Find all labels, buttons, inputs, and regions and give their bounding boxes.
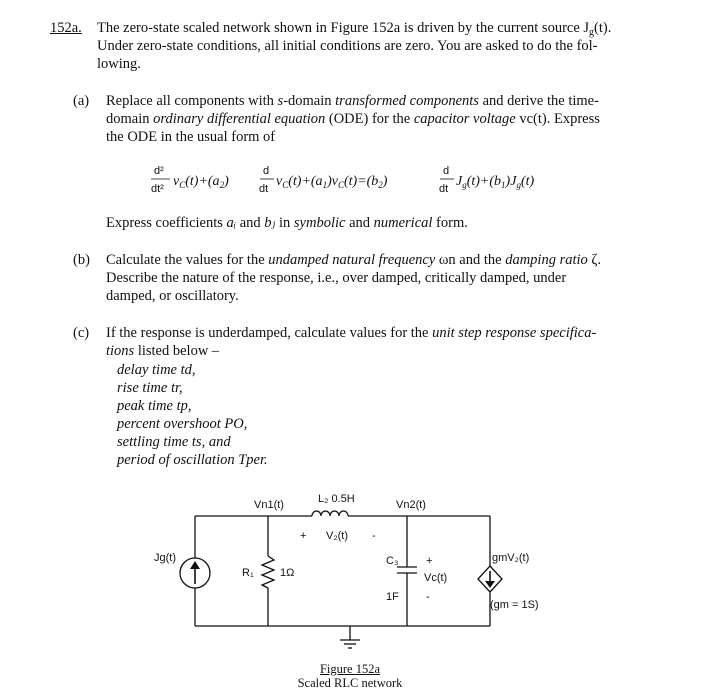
svg-text:d: d [263, 165, 270, 177]
spec-item: settling time ts, and [117, 434, 231, 450]
v2-minus: - [372, 530, 376, 542]
v2-plus: + [300, 530, 307, 542]
problem-intro-line1: The zero-state scaled network shown in Figure 152a is driven by the current source $J_g(t)$. [97, 20, 612, 38]
part-b-label: (b) [73, 252, 90, 268]
spec-item: peak time tp, [117, 398, 192, 414]
resistor-value: 1Ω [280, 567, 295, 579]
circuit-diagram [150, 488, 570, 658]
dependent-source-label: gmV₂(t) [492, 552, 530, 564]
part-b-line2: Describe the nature of the response, i.e., over damped, critically damped, under [106, 270, 567, 286]
svg-text:dt: dt [439, 183, 449, 195]
svg-text:dt²: dt² [151, 183, 164, 195]
current-source-jg [180, 558, 210, 588]
resistor-label: R₁ [242, 567, 254, 579]
svg-text:Jg(t)+(b1)Jg(t): $J_g(t)+(b_1)J_g(t)$ [456, 174, 535, 190]
svg-text:vC(t)+(a1)vC(t)=(b2): $v_C(t)+(a_1)v_C(t)=(b_2)$ [276, 174, 388, 190]
spec-item: delay time td, [117, 362, 196, 378]
svg-text:d: d [443, 165, 450, 177]
vc-minus: - [426, 591, 430, 603]
vc-label: Vc(t) [424, 572, 448, 584]
resistor-r1 [262, 556, 274, 588]
part-c-line2: tions listed below – [106, 343, 220, 359]
gm-value: (gm = 1S) [490, 599, 539, 611]
figure-title: Figure 152a [319, 662, 381, 676]
capacitor-label: C₃ [386, 555, 399, 567]
capacitor-value: 1F [386, 591, 399, 603]
problem-intro-line3: lowing. [97, 56, 141, 72]
part-a-line3: the ODE in the usual form of [106, 129, 276, 145]
problem-number: 152a. [50, 20, 82, 36]
part-a-line2: domain ordinary differential equation (ODE) for the capacitor voltage vc(t). Express [106, 111, 600, 127]
part-c-line1: If the response is underdamped, calculate values for the unit step response specifica- [106, 325, 597, 341]
ode-equation [148, 162, 578, 202]
part-a-line1: Replace all components with s-domain transformed components and derive the time- [106, 93, 599, 109]
part-a-label: (a) [73, 93, 90, 109]
spec-item: percent overshoot PO, [117, 416, 248, 432]
source-label: Jg(t) [154, 552, 176, 564]
figure-subtitle: Scaled RLC network [297, 676, 403, 690]
part-c-label: (c) [73, 325, 90, 341]
part-b-line3: damped, or oscillatory. [106, 288, 239, 304]
part-a-line4: Express coefficients aᵢ and bⱼ in symbolic and numerical form. [106, 215, 468, 231]
svg-text:vC(t)+(a2): $v_C(t)+(a_2)$ [173, 174, 229, 190]
v2-label: V₂(t) [326, 530, 348, 542]
svg-text:d²: d² [154, 165, 164, 177]
inductor-l2 [312, 511, 348, 516]
figure-caption [290, 662, 410, 690]
problem-intro-line2: Under zero-state conditions, all initial conditions are zero. You are asked to do the fol- [97, 38, 598, 54]
spec-item: rise time tr, [117, 380, 183, 396]
node-vn2-label: Vn2(t) [396, 499, 426, 511]
dependent-current-source [478, 566, 502, 592]
vc-plus: + [426, 555, 433, 567]
inductor-label: L₂ 0.5H [318, 493, 355, 505]
spec-item: period of oscillation Tper. [117, 452, 268, 468]
svg-text:dt: dt [259, 183, 269, 195]
node-vn1-label: Vn1(t) [254, 499, 284, 511]
part-b-line1: Calculate the values for the undamped natural frequency ωn and the damping ratio ζ. [106, 252, 602, 268]
